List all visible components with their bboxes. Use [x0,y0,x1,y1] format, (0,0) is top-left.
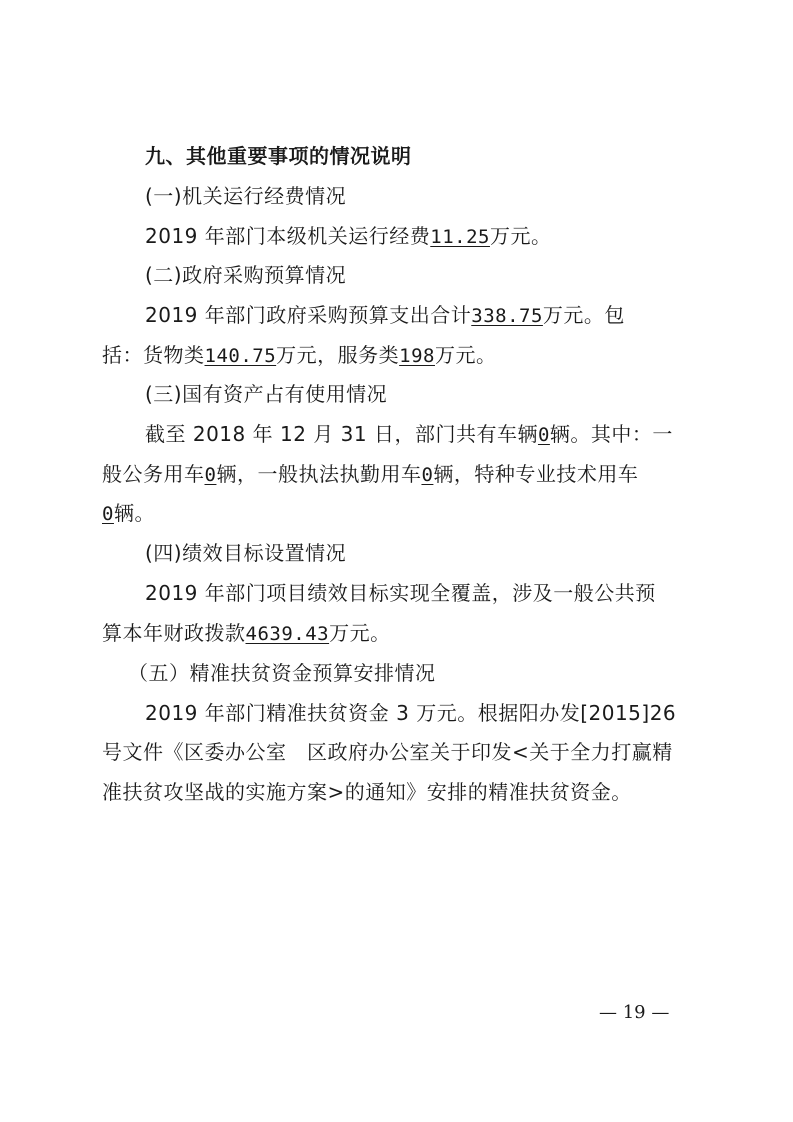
paragraph-3-line-1 [145,421,745,448]
section-heading: 九、其他重要事项的情况说明 [145,144,412,168]
official-cars-count: 0 [204,464,217,486]
vehicles-text-end: 辆。其中：一 [549,422,673,446]
enforcement-cars-count: 0 [421,464,434,486]
subsection-title-1: (一)机关运行经费情况 [145,184,347,208]
paragraph-5-line-2: 号文件《区委办公室 区政府办公室关于印发<关于全力打赢精 [102,740,673,764]
paragraph-2-line-2 [102,342,702,369]
paragraph-3-line-2 [102,461,702,488]
appropriation-label: 算本年财政拨款 [102,621,246,645]
paragraph-3-line-3 [102,500,702,527]
paragraph-1-text: 2019 年部门本级机关运行经费 [145,224,431,248]
procurement-text: 2019 年部门政府采购预算支出合计 [145,303,472,327]
vehicles-total: 0 [537,424,550,446]
paragraph-4-end: 万元。 [329,621,391,645]
paragraph-1 [145,223,745,250]
paragraph-3-end: 辆。 [113,501,155,525]
paragraph-1-unit: 万元。 [489,224,552,248]
procurement-total-amount: 338.75 [471,305,543,327]
services-amount: 198 [399,345,435,367]
paragraph-4-line-1: 2019 年部门项目绩效目标实现全覆盖，涉及一般公共预 [145,581,656,605]
subsection-title-3: (三)国有资产占有使用情况 [145,382,388,406]
enforcement-cars-label: 辆，一般执法执勤用车 [216,462,422,486]
subsection-title-5: （五）精准扶贫资金预算安排情况 [128,661,436,685]
admin-expense-amount: 11.25 [430,226,490,248]
page-number: — 19 — [599,1002,670,1023]
goods-amount: 140.75 [204,345,277,367]
paragraph-5-line-3: 准扶贫攻坚战的实施方案>的通知》安排的精准扶贫资金。 [102,780,632,804]
paragraph-2-end: 万元。 [434,343,497,367]
appropriation-amount: 4639.43 [245,623,330,645]
paragraph-5-line-1: 2019 年部门精准扶贫资金 3 万元。根据阳办发[2015]26 [145,701,677,725]
special-cars-count: 0 [102,503,114,525]
vehicles-text: 截至 2018 年 12 月 31 日，部门共有车辆 [145,422,538,446]
paragraph-4-line-2 [102,620,702,647]
subsection-title-2: (二)政府采购预算情况 [145,263,347,287]
goods-label: 括：货物类 [102,343,205,367]
subsection-title-4: (四)绩效目标设置情况 [145,541,347,565]
special-cars-label: 辆，特种专业技术用车 [433,462,639,486]
paragraph-2-line-1 [145,302,745,329]
services-label: 万元，服务类 [276,343,400,367]
official-cars-label: 般公务用车 [102,462,205,486]
procurement-text-end: 万元。包 [542,303,625,327]
